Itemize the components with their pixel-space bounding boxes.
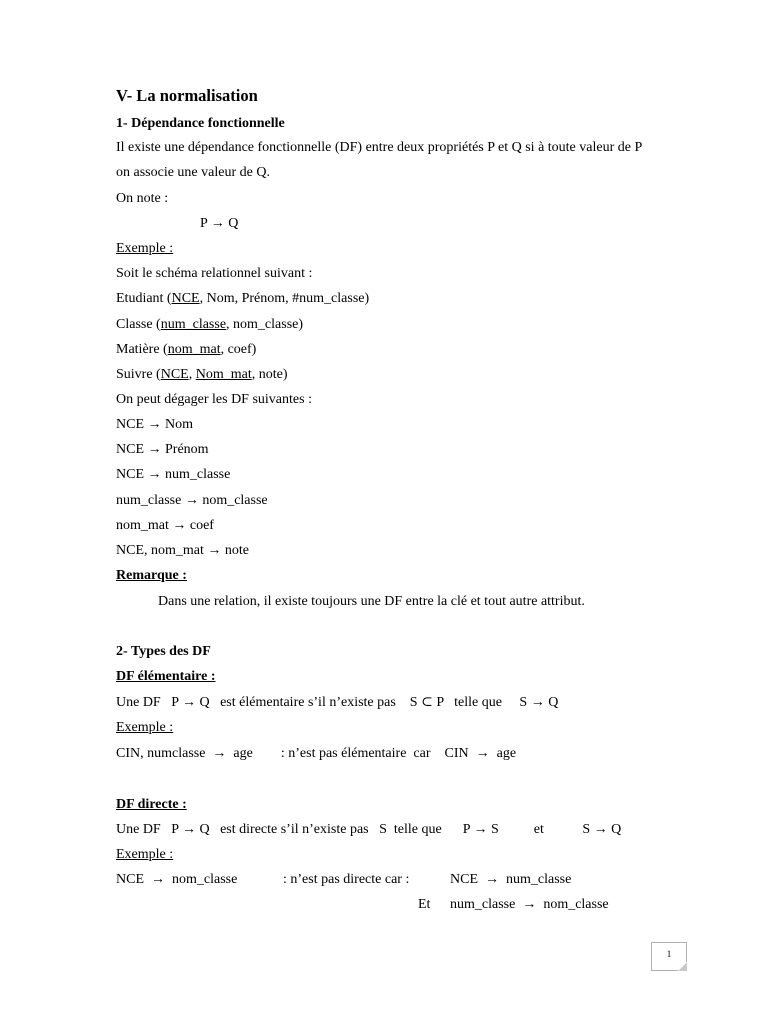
notation-formula: P → Q xyxy=(200,216,239,231)
df-elementaire-definition: Une DF P → Q est élémentaire s’il n’existe pas S ⊂ P telle que S → Q xyxy=(116,695,559,710)
relation-matiere xyxy=(116,341,256,359)
df-item: NCE, nom_mat → note xyxy=(116,543,249,558)
remark-text: Dans une relation, il existe toujours une DF entre la clé et tout autre attribut. xyxy=(158,594,585,609)
df-directe-example-reason: : n’est pas directe car : xyxy=(283,872,410,887)
df-directe-label: DF directe : xyxy=(116,797,187,812)
df-item: num_classe → nom_classe xyxy=(116,493,268,508)
relation-attributes: , coef) xyxy=(220,342,257,357)
df-directe-example-right-2: num_classe → nom_classe xyxy=(450,897,609,912)
page-number: 1 xyxy=(666,949,672,959)
df-item: NCE → num_classe xyxy=(116,467,231,482)
df-directe-example-left: NCE → nom_classe xyxy=(116,872,238,887)
relation-name: Suivre ( xyxy=(116,367,161,382)
df-intro: On peut dégager les DF suivantes : xyxy=(116,392,312,407)
df-item: NCE → Prénom xyxy=(116,442,209,457)
df-elementaire-label: DF élémentaire : xyxy=(116,669,216,684)
df-directe-example-et: Et xyxy=(418,897,431,912)
relation-suivre xyxy=(116,366,287,384)
relation-name: Etudiant ( xyxy=(116,291,172,306)
notation-intro: On note : xyxy=(116,191,169,206)
key-separator: , xyxy=(188,367,196,382)
section-title: V- La normalisation xyxy=(116,86,258,105)
page-curl-icon xyxy=(678,962,687,971)
part2-heading: 2- Types des DF xyxy=(116,644,211,659)
df-item: nom_mat → coef xyxy=(116,518,214,533)
example-label: Exemple : xyxy=(116,847,174,862)
example-label: Exemple : xyxy=(116,241,174,256)
primary-key: Nom_mat xyxy=(195,367,252,382)
relation-name: Matière ( xyxy=(116,342,168,357)
relation-name: Classe ( xyxy=(116,317,161,332)
part1-heading: 1- Dépendance fonctionnelle xyxy=(116,116,285,131)
relation-attributes: , Nom, Prénom, #num_classe) xyxy=(199,291,370,306)
relation-etudiant xyxy=(116,290,369,308)
example-label: Exemple : xyxy=(116,720,174,735)
df-elementaire-example: CIN, numclasse → age : n’est pas élémentaire car CIN → age xyxy=(116,746,517,761)
df-item: NCE → Nom xyxy=(116,417,193,432)
schema-intro: Soit le schéma relationnel suivant : xyxy=(116,266,313,281)
remark-label: Remarque : xyxy=(116,568,187,583)
definition-line-1: Il existe une dépendance fonctionnelle (DF) entre deux propriétés P et Q si à toute valeur de P xyxy=(116,140,643,155)
primary-key: nom_mat xyxy=(167,342,221,357)
primary-key: NCE xyxy=(160,367,189,382)
primary-key: num_classe xyxy=(160,317,227,332)
relation-attributes: , nom_classe) xyxy=(226,317,304,332)
page-number-box xyxy=(651,942,687,971)
relation-classe xyxy=(116,316,303,334)
relation-attributes: , note) xyxy=(251,367,288,382)
definition-line-2: on associe une valeur de Q. xyxy=(116,165,270,180)
df-directe-definition: Une DF P → Q est directe s’il n’existe pas S telle que P → S et S → Q xyxy=(116,822,622,837)
primary-key: NCE xyxy=(171,291,200,306)
df-directe-example-right-1: NCE → num_classe xyxy=(450,872,572,887)
